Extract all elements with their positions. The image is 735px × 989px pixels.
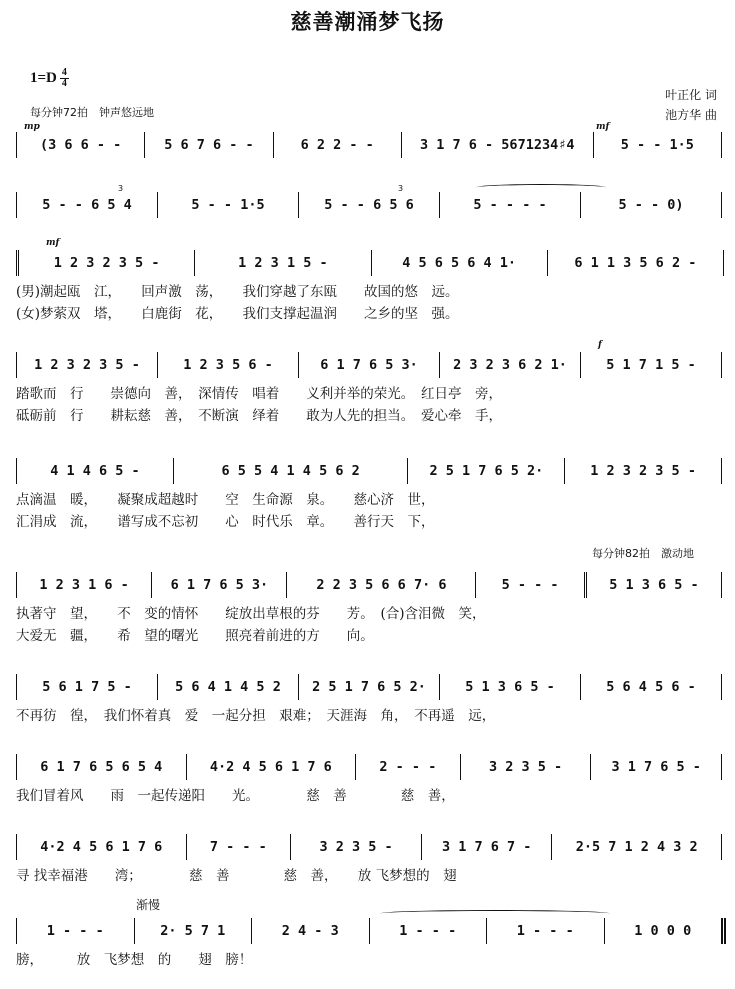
lyric-line-1: 膀， 放 飞梦想 的 翅 膀！ xyxy=(16,952,253,968)
measure: 5 6 1 7 5 - xyxy=(17,674,158,700)
tempo-marking: 渐慢 xyxy=(136,898,161,912)
measure: 1 - - - xyxy=(17,918,135,944)
measure: 4·2 4 5 6 1 7 6 xyxy=(17,834,187,860)
measure: 5 - - 6 5 6 xyxy=(299,192,440,218)
measure: 2·5 7 1 2 4 3 2 xyxy=(575,839,698,855)
measure: 5 1 3 6 5 - xyxy=(440,674,581,700)
measure: 4 1 4 6 5 - xyxy=(17,458,174,484)
measure: (3 6 6 - - xyxy=(17,132,145,158)
triplet-mark: 3 xyxy=(118,184,124,193)
lyric-line-1: 寻 找幸福港 湾； 慈 善 慈 善， 放 飞梦想的 翅 xyxy=(16,868,457,884)
measure: 1 - - - xyxy=(487,918,605,944)
measure: 6 1 7 6 5 6 5 4 xyxy=(17,754,187,780)
tempo-marking: 每分钟72拍 钟声悠远地 xyxy=(30,106,154,119)
notes-row xyxy=(16,352,722,378)
measure: 5 - - 1·5 xyxy=(620,137,694,153)
dynamic-mf: mf xyxy=(46,238,60,248)
measure: 5 6 7 6 - - xyxy=(145,132,273,158)
notes-row xyxy=(16,674,722,700)
measure: 3 2 3 5 - xyxy=(291,834,422,860)
dynamic-f: f xyxy=(598,340,602,350)
measure: 3 1 7 6 - 5671234♯4 xyxy=(402,132,594,158)
notes-row xyxy=(16,918,726,944)
measure: 6 1 7 6 5 3· xyxy=(152,572,287,598)
measure: 5 - - - xyxy=(476,572,586,598)
lyric-line-1: 执著守 望， 不 变的情怀 绽放出草根的芬 芳。 (合)含泪微 笑， xyxy=(16,606,486,622)
tie xyxy=(476,184,606,191)
lyric-line-1: (男)潮起瓯 江， 回声激 荡， 我们穿越了东瓯 故国的悠 远。 xyxy=(16,284,459,300)
lyric-line-1: 踏歌而 行 崇德向 善， 深情传 唱着 义利并举的荣光。 红日亭 旁， xyxy=(16,386,502,402)
measure: 1 2 3 2 3 5 - xyxy=(590,463,696,479)
measure: 1 2 3 2 3 5 - xyxy=(19,250,195,276)
notes-row xyxy=(16,754,722,780)
lyric-line-2: (女)梦萦双 塔， 白鹿街 花， 我们支撑起温润 之乡的坚 强。 xyxy=(16,306,459,322)
measure: 1 2 3 2 3 5 - xyxy=(17,352,158,378)
measure: 5 - - 1·5 xyxy=(158,192,299,218)
time-numerator: 4 xyxy=(61,67,67,78)
measure: 5 1 7 1 5 - xyxy=(606,357,696,373)
key-label: 1=D xyxy=(30,70,57,86)
measure: 2 3 2 3 6 2 1· xyxy=(440,352,581,378)
time-denominator: 4 xyxy=(61,78,67,89)
measure: 5 - - 6 5 4 xyxy=(17,192,158,218)
measure: 2 4 - 3 xyxy=(252,918,370,944)
measure: 6 5 5 4 1 4 5 6 2 xyxy=(174,458,409,484)
measure: 6 1 7 6 5 3· xyxy=(299,352,440,378)
measure: 6 2 2 - - xyxy=(274,132,402,158)
measure: 5 6 4 5 6 - xyxy=(606,679,696,695)
notes-row xyxy=(16,132,722,158)
notes-row xyxy=(16,458,722,484)
tie xyxy=(380,910,610,917)
measure: 2 2 3 5 6 6 7· 6 xyxy=(287,572,476,598)
composer-credit: 池方华 曲 xyxy=(665,108,717,122)
notes-row xyxy=(16,192,722,218)
dynamic-mf: mf xyxy=(596,122,610,132)
notes-row xyxy=(16,250,724,276)
measure: 5 6 4 1 4 5 2 xyxy=(158,674,299,700)
measure: 6 1 1 3 5 6 2 - xyxy=(574,255,697,271)
measure: 2 5 1 7 6 5 2· xyxy=(299,674,440,700)
tempo-marking: 每分钟82拍 激动地 xyxy=(592,547,694,560)
measure: 2 5 1 7 6 5 2· xyxy=(408,458,565,484)
measure: 2 - - - xyxy=(356,754,461,780)
lyric-line-2: 砥砺前 行 耕耘慈 善， 不断演 绎着 敢为人先的担当。 爱心牵 手， xyxy=(16,408,502,424)
measure: 4 5 6 5 6 4 1· xyxy=(372,250,548,276)
measure: 4·2 4 5 6 1 7 6 xyxy=(187,754,357,780)
lyric-line-2: 大爱无 疆， 希 望的曙光 照亮着前进的方 向。 xyxy=(16,628,374,644)
measure: 3 1 7 6 5 - xyxy=(611,759,701,775)
time-signature xyxy=(60,68,69,89)
measure: 1 0 0 0 xyxy=(634,923,692,939)
measure: 1 - - - xyxy=(370,918,488,944)
measure: 3 1 7 6 7 - xyxy=(422,834,553,860)
song-title: 慈善潮涌梦飞扬 xyxy=(290,9,445,34)
lyric-line-1: 我们冒着风 雨 一起传递阳 光。 慈 善 慈 善， xyxy=(16,788,455,804)
measure: 5 1 3 6 5 - xyxy=(609,577,699,593)
notes-row xyxy=(16,834,722,860)
measure: 1 2 3 5 6 - xyxy=(158,352,299,378)
measure: 7 - - - xyxy=(187,834,292,860)
measure: 5 - - - - xyxy=(440,192,581,218)
lyric-line-1: 点滴温 暖， 凝聚成超越时 空 生命源 泉。 慈心济 世， xyxy=(16,492,435,508)
notes-row xyxy=(16,572,722,598)
measure: 2· 5 7 1 xyxy=(135,918,253,944)
lyricist-credit: 叶正化 词 xyxy=(665,88,717,102)
lyric-line-2: 汇涓成 流， 谱写成不忘初 心 时代乐 章。 善行天 下， xyxy=(16,514,435,530)
measure: 1 2 3 1 6 - xyxy=(17,572,152,598)
key-signature xyxy=(30,68,69,89)
measure: 1 2 3 1 5 - xyxy=(195,250,371,276)
measure: 3 2 3 5 - xyxy=(461,754,592,780)
measure: 5 - - 0) xyxy=(618,197,684,213)
dynamic-mp: mp xyxy=(24,122,40,132)
lyric-line-1: 不再彷 徨， 我们怀着真 爱 一起分担 艰难； 天涯海 角， 不再遥 远， xyxy=(16,708,496,724)
triplet-mark: 3 xyxy=(398,184,404,193)
